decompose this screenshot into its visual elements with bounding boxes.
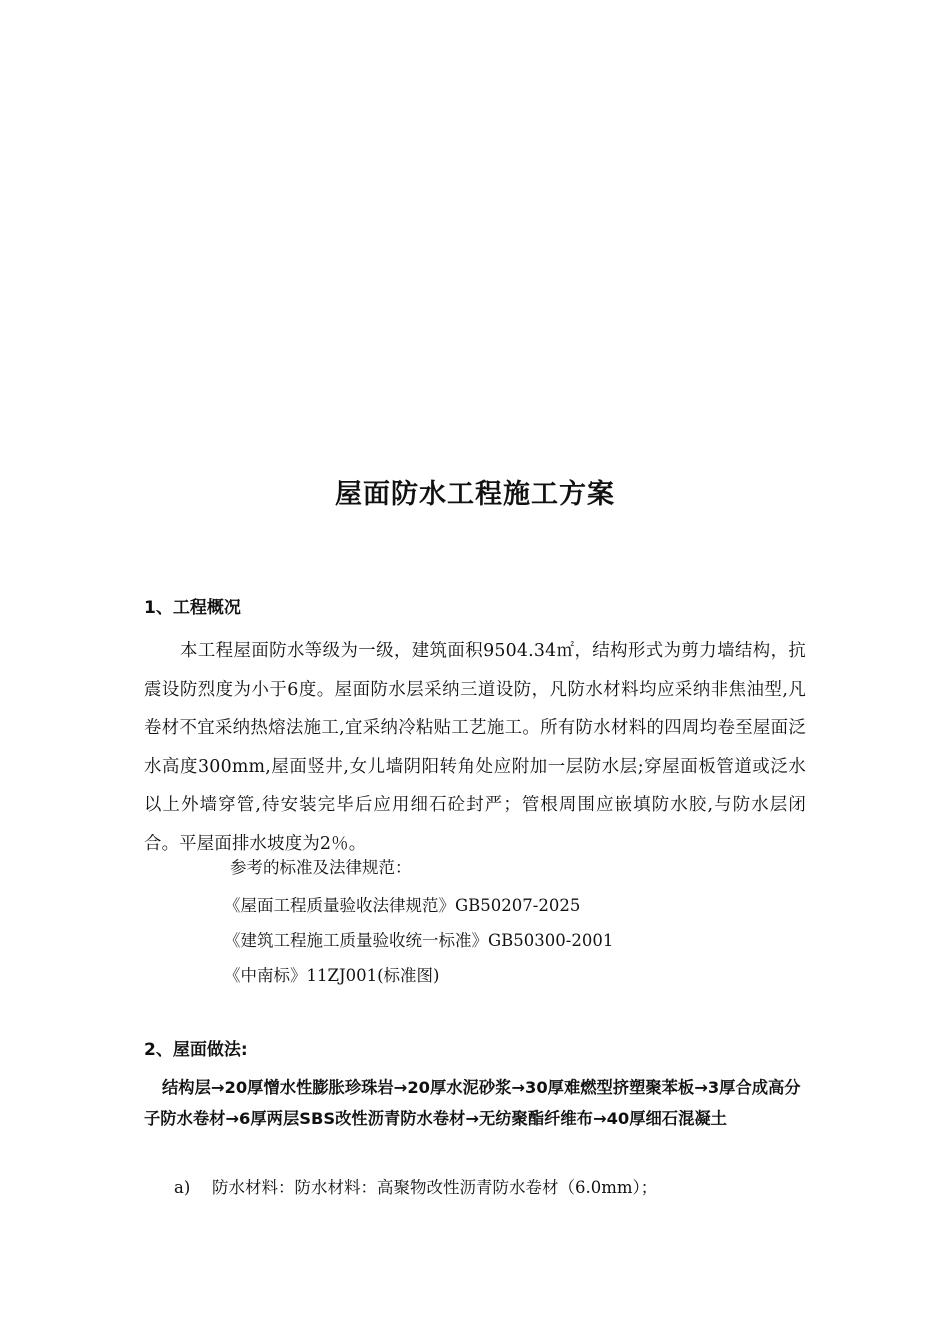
list-item-a bbox=[174, 1174, 657, 1198]
reference-item: 《建筑工程施工质量验收统一标准》GB50300-2001 bbox=[224, 931, 614, 950]
section-1-heading: 1、工程概况 bbox=[144, 598, 241, 618]
references-intro: 参考的标准及法律规范： bbox=[230, 858, 412, 877]
document-title: 屋面防水工程施工方案 bbox=[335, 479, 615, 510]
section-2-heading: 2、屋面做法: bbox=[144, 1040, 248, 1060]
reference-item: 《屋面工程质量验收法律规范》GB50207-2025 bbox=[224, 896, 581, 915]
roof-construction-method: 结构层→20厚憎水性膨胀珍珠岩→20厚水泥砂浆→30厚难燃型挤塑聚苯板→3厚合成高分子防水卷材→6厚两层SBS改性沥青防水卷材→无纺聚酯纤维布→40厚细石混凝土 bbox=[144, 1078, 801, 1128]
section-1-paragraph: 本工程屋面防水等级为一级，建筑面积9504.34㎡，结构形式为剪力墙结构，抗震设防烈度为小于6度。屋面防水层采纳三道设防，凡防水材料均应采纳非焦油型,凡卷材不宜采纳热熔法施工,宜采纳冷粘贴工艺施工。所有防水材料的四周均卷至屋面泛水高度300mm,屋面竖井,女儿墙阴阳转角处应附加一层防水层;穿屋面板管道或泛水以上外墙穿管,待安装完毕后应用细石砼封严；管根周围应嵌填防水胶,与防水层闭合。平屋面排水坡度为2％。 bbox=[144, 641, 806, 854]
list-item-text: 防水材料：防水材料：高聚物改性沥青防水卷材（6.0mm）； bbox=[212, 1178, 658, 1197]
reference-item: 《中南标》11ZJ001(标准图) bbox=[224, 966, 440, 985]
list-marker: a) bbox=[174, 1178, 191, 1197]
